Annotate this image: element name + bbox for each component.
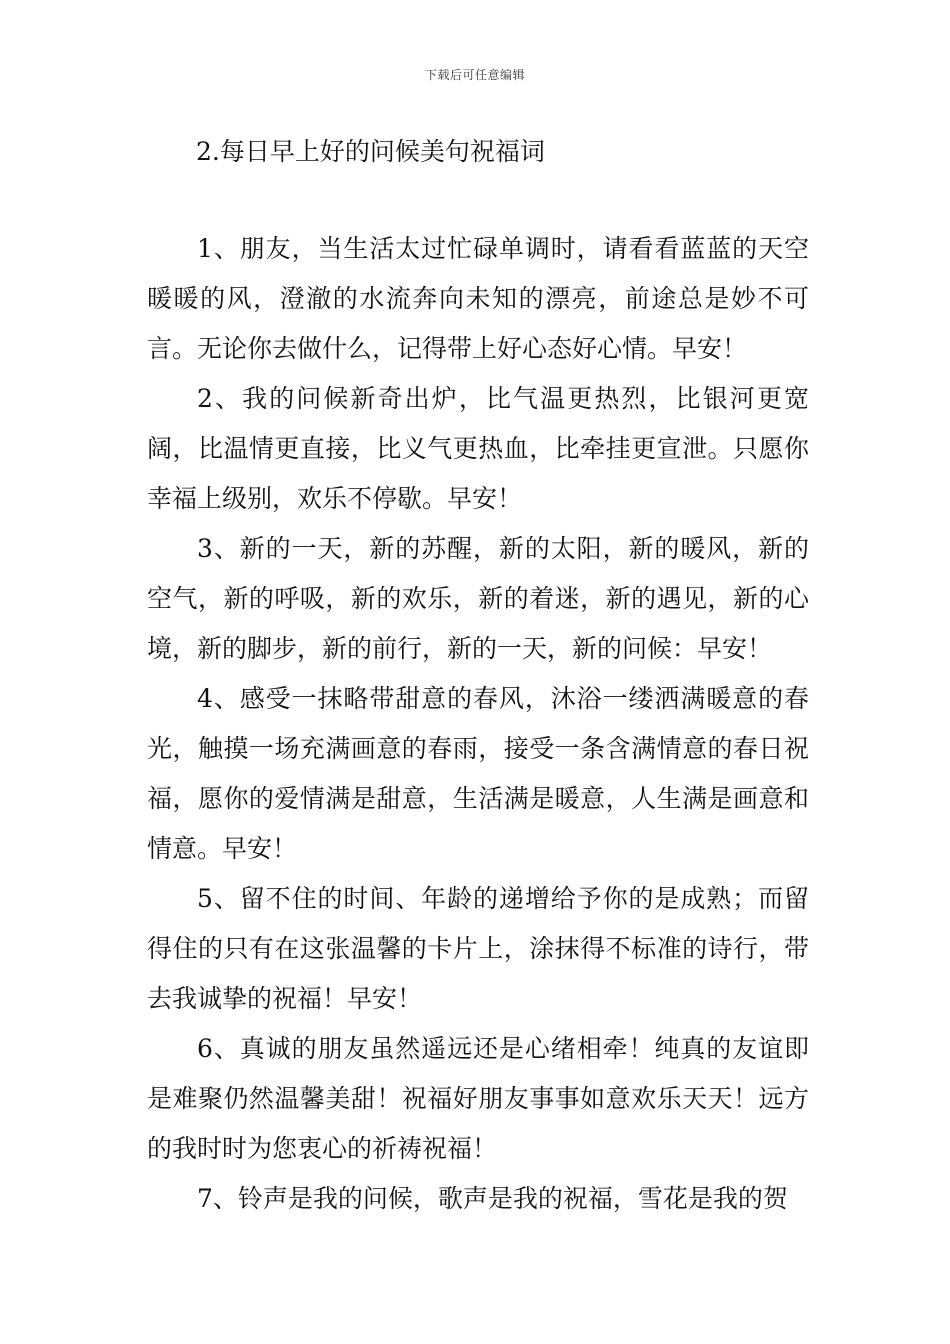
body-text (147, 224, 809, 1224)
section-title: 2.每日早上好的问候美句祝福词 (196, 137, 545, 166)
paragraph-4: 4、感受一抹略带甜意的春风，沐浴一缕洒满暖意的春光，触摸一场充满画意的春雨，接受一条含满情意的春日祝福，愿你的爱情满是甜意，生活满是暖意，人生满是画意和情意。早安！ (147, 684, 809, 863)
paragraph-7: 7、铃声是我的问候，歌声是我的祝福，雪花是我的贺 (197, 1184, 788, 1213)
paragraph-6: 6、真诚的朋友虽然遥远还是心绪相牵！纯真的友谊即是难聚仍然温馨美甜！祝福好朋友事事如意欢乐天天！远方的我时时为您衷心的祈祷祝福！ (147, 1034, 809, 1163)
paragraph-1: 1、朋友，当生活太过忙碌单调时，请看看蓝蓝的天空暖暖的风，澄澈的水流奔向未知的漂亮，前途总是妙不可言。无论你去做什么，记得带上好心态好心情。早安！ (147, 234, 809, 363)
header-note: 下载后可任意编辑 (424, 68, 525, 82)
paragraph-3: 3、新的一天，新的苏醒，新的太阳，新的暖风，新的空气，新的呼吸，新的欢乐，新的着迷，新的遇见，新的心境，新的脚步，新的前行，新的一天，新的问候：早安！ (147, 534, 809, 663)
paragraph-5: 5、留不住的时间、年龄的递增给予你的是成熟；而留得住的只有在这张温馨的卡片上，涂抹得不标准的诗行，带去我诚挚的祝福！早安！ (147, 884, 809, 1013)
paragraph-2: 2、我的问候新奇出炉，比气温更热烈，比银河更宽阔，比温情更直接，比义气更热血，比牵挂更宣泄。只愿你幸福上级别，欢乐不停歇。早安！ (147, 384, 809, 513)
